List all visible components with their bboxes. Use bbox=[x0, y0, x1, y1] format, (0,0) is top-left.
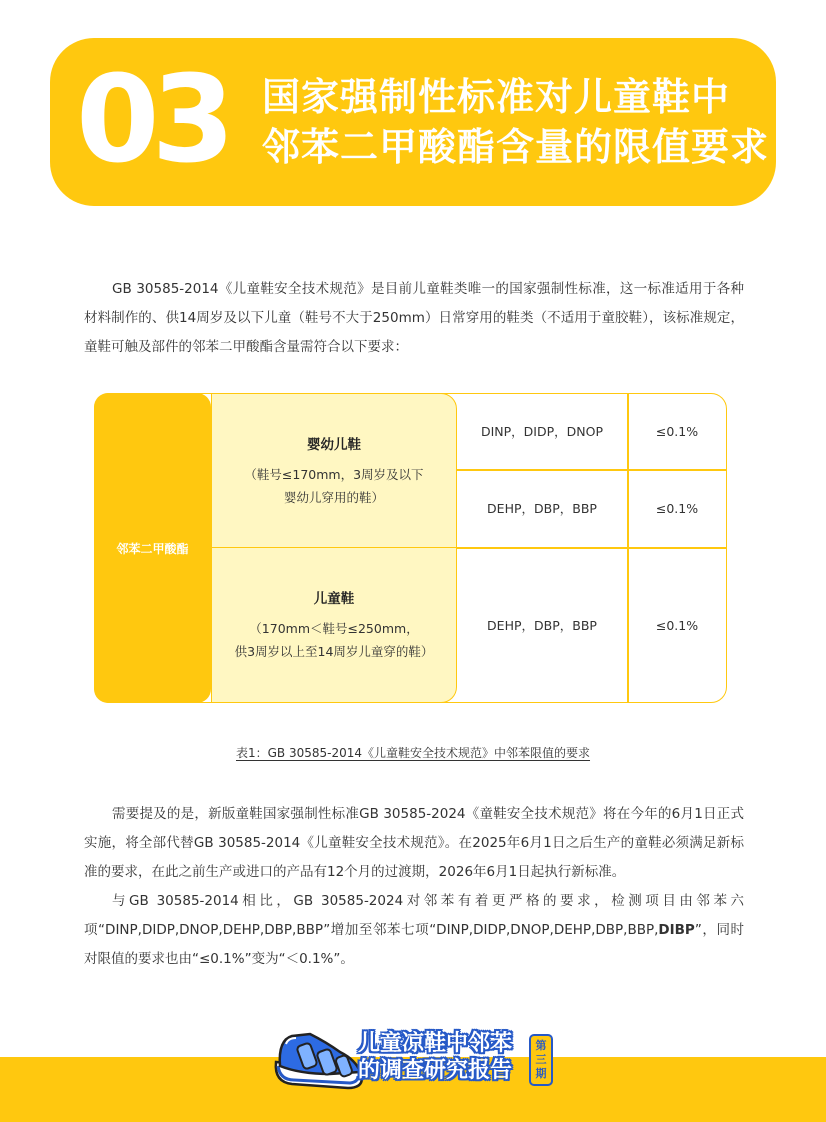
footer-title-line1: 儿童凉鞋中邻苯 bbox=[358, 1031, 513, 1056]
footer-report-title bbox=[358, 1030, 533, 1084]
category-desc: （鞋号≤170mm，3周岁及以下 bbox=[244, 466, 424, 482]
category-child bbox=[211, 547, 457, 703]
substances-cell: DEHP，DBP，BBP bbox=[487, 618, 597, 633]
limit-cell: ≤0.1% bbox=[655, 423, 699, 439]
comparison-text: ”，同时对限值的要求也由“≤0.1%”变为“＜0.1%”。 bbox=[84, 922, 744, 967]
category-infant bbox=[211, 393, 457, 549]
comparison-paragraph bbox=[84, 887, 744, 974]
category-desc: （170mm＜鞋号≤250mm， bbox=[249, 620, 419, 636]
issue-badge bbox=[529, 1034, 553, 1086]
footer-title-line2: 的调查研究报告 bbox=[358, 1058, 513, 1083]
header-banner bbox=[50, 38, 776, 206]
issue-badge-char: 期 bbox=[535, 1067, 547, 1080]
comparison-text: 与GB 30585-2014相比，GB 30585-2024对邻苯有着更严格的要求，检测项目由邻苯六项“DINP,DIDP,DNOP,DEHP,DBP,BBP”增加至邻苯七项“DINP,DIDP,DNOP,DEHP,DBP,BBP, bbox=[84, 893, 744, 938]
dibp-highlight: DIBP bbox=[658, 922, 695, 938]
limit-cell: ≤0.1% bbox=[655, 500, 699, 516]
category-desc: 供3周岁以上至14周岁儿童穿的鞋） bbox=[234, 643, 434, 659]
section-number: 03 bbox=[76, 51, 227, 190]
table-caption: 表1：GB 30585-2014《儿童鞋安全技术规范》中邻苯限值的要求 bbox=[235, 746, 591, 760]
table-side-header bbox=[94, 393, 211, 703]
intro-paragraph: GB 30585-2014《儿童鞋安全技术规范》是目前儿童鞋类唯一的国家强制性标准，这一标准适用于各种材料制作的、供14周岁及以下儿童（鞋号不大于250mm）日常穿用的鞋类（不适用于童胶鞋），该标准规定，童鞋可触及部件的邻苯二甲酸酯含量需符合以下要求： bbox=[84, 281, 744, 355]
category-desc: 婴幼儿穿用的鞋） bbox=[283, 489, 384, 505]
issue-badge-char: 第 bbox=[535, 1039, 547, 1052]
side-label: 邻苯二甲酸酯 bbox=[116, 541, 189, 556]
limits-table bbox=[94, 393, 727, 703]
section-title-line2: 邻苯二甲酸酯含量的限值要求 bbox=[262, 125, 770, 169]
new-standard-paragraph: 需要提及的是，新版童鞋国家强制性标准GB 30585-2024《童鞋安全技术规范》将在今年的6月1日正式实施，将全部代替GB 30585-2014《儿童鞋安全技术规范》。在2025年6月1日之后生产的童鞋必须满足新标准的要求，在此之前生产或进口的产品有12个月的过渡期，2026年6月1日起执行新标准。 bbox=[84, 806, 744, 880]
limit-cell: ≤0.1% bbox=[655, 617, 699, 633]
category-title: 儿童鞋 bbox=[313, 590, 355, 607]
issue-badge-char: 三 bbox=[535, 1053, 547, 1066]
section-title bbox=[262, 72, 769, 172]
substances-cell: DEHP，DBP，BBP bbox=[487, 501, 597, 516]
section-title-line1: 国家强制性标准对儿童鞋中 bbox=[262, 75, 731, 119]
substances-cell: DINP，DIDP，DNOP bbox=[480, 424, 604, 439]
category-title: 婴幼儿鞋 bbox=[307, 436, 361, 453]
